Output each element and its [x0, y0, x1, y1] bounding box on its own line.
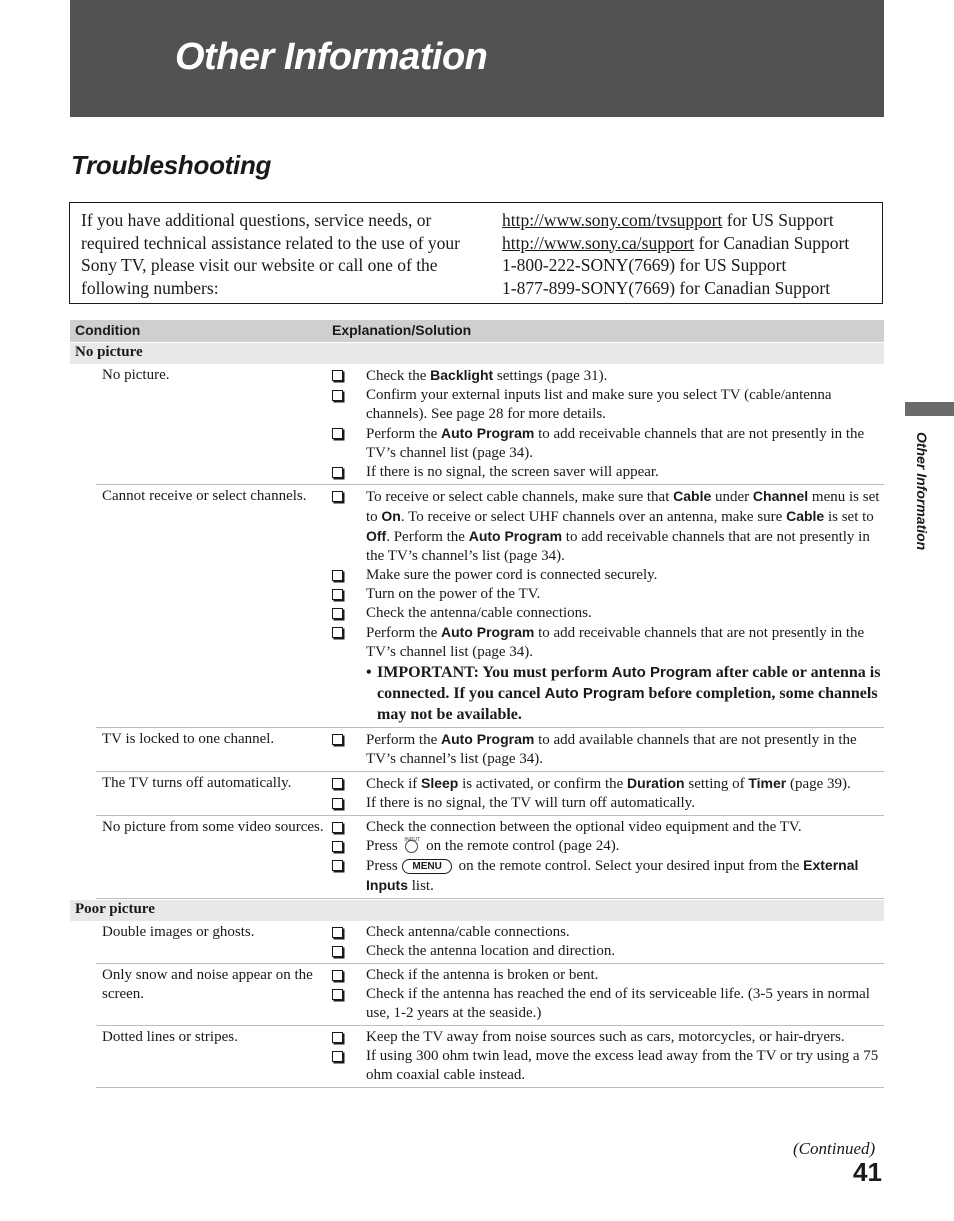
checkbox-icon: [332, 970, 343, 981]
table-row: [96, 772, 884, 816]
solution-item: [332, 774, 884, 794]
support-line-label: for Canadian Support: [694, 232, 850, 253]
condition-cell: Cannot receive or select channels.: [102, 488, 307, 504]
header-band: [70, 0, 884, 117]
support-phone: 1-877-899-SONY(7669) for Canadian Support: [502, 277, 831, 298]
solution-item: [332, 424, 884, 463]
support-box: [69, 202, 883, 304]
column-header-condition: Condition: [75, 322, 141, 338]
solution-text: If using 300 ohm twin lead, move the excess lead away from the TV or try using a 75 ohm coaxial cable instead.: [366, 1048, 879, 1083]
condition-cell: Only snow and noise appear on the screen.: [102, 967, 313, 1002]
solution-text: Perform the Auto Program to add receivable channels that are not presently in the TV’s channel list (page 34).: [366, 425, 865, 461]
solution-cell: [332, 774, 884, 813]
checkbox-icon: [332, 1051, 343, 1062]
column-header-solution: Explanation/Solution: [332, 322, 472, 338]
solution-item: [332, 604, 884, 623]
solution-item: [332, 730, 884, 769]
menu-term: Timer: [748, 775, 787, 791]
solution-item: [332, 856, 884, 896]
solution-text: Perform the Auto Program to add available channels that are not presently in the TV’s channel’s list (page 34).: [366, 731, 857, 767]
solution-item: [332, 923, 884, 942]
category-label: No picture: [75, 344, 143, 360]
category-row: [70, 900, 884, 921]
important-note: • IMPORTANT: You must perform Auto Program after cable or antenna is connected. If you cancel Auto Program before completion, some channels may not be available.: [366, 664, 881, 723]
checkbox-icon: [332, 860, 343, 871]
solution-cell: [332, 366, 884, 482]
category-row: [70, 343, 884, 364]
checkbox-icon: [332, 608, 343, 619]
solution-item: [332, 837, 884, 856]
checkbox-icon: [332, 390, 343, 401]
solution-item: [332, 366, 884, 386]
support-link[interactable]: http://www.sony.ca/support: [502, 232, 695, 253]
checkbox-icon: [332, 778, 343, 789]
checkbox-icon: [332, 428, 343, 439]
checkbox-icon: [332, 570, 343, 581]
solution-text: Check if Sleep is activated, or confirm the Duration setting of Timer (page 39).: [366, 775, 851, 792]
solution-item: [332, 942, 884, 961]
solution-item: [332, 463, 884, 482]
condition-cell: Dotted lines or stripes.: [102, 1029, 238, 1045]
section-title: Troubleshooting: [71, 150, 272, 180]
menu-term: Auto Program: [544, 685, 645, 702]
checkbox-icon: [332, 589, 343, 600]
solution-text: Turn on the power of the TV.: [366, 586, 541, 602]
menu-term: Sleep: [420, 775, 459, 791]
solution-text: To receive or select cable channels, make sure that Cable under Channel menu is set to On. To receive or select UHF channels over an antenna, make sure Cable is set to Off. Perform the Auto Program to add receivable channels that are not presently in the TV’s channel’s list (page 34).: [366, 488, 880, 564]
solution-text: Press MENU on the remote control. Select your desired input from the External Inputs list.: [366, 857, 859, 894]
checkbox-icon: [332, 370, 343, 381]
solution-text: Check if the antenna is broken or bent.: [366, 967, 599, 983]
solution-text: Confirm your external inputs list and make sure you select TV (cable/antenna channels). See page 28 for more details.: [366, 387, 832, 422]
checkbox-icon: [332, 1032, 343, 1043]
solution-cell: [332, 487, 884, 725]
solution-item: [332, 487, 884, 566]
table-row: [96, 364, 884, 485]
solution-text: Check the connection between the optional video equipment and the TV.: [366, 819, 802, 835]
solution-cell: [332, 818, 884, 896]
menu-term: Auto Program: [440, 624, 535, 640]
menu-term: Channel: [752, 488, 809, 504]
solution-text: Keep the TV away from noise sources such as cars, motorcycles, or hair-dryers.: [366, 1029, 845, 1045]
checkbox-icon: [332, 989, 343, 1000]
support-phone: 1-800-222-SONY(7669) for US Support: [502, 255, 787, 276]
menu-term: Auto Program: [468, 528, 563, 544]
page-number: 41: [853, 1157, 882, 1187]
table-row: [96, 1026, 884, 1088]
condition-cell: The TV turns off automatically.: [102, 775, 292, 791]
solution-item: [332, 1028, 884, 1047]
menu-term: Backlight: [430, 367, 494, 383]
table-header: [70, 320, 884, 342]
bullet-icon: •: [366, 664, 372, 681]
checkbox-icon: [332, 467, 343, 478]
table-row: [96, 964, 884, 1026]
solution-cell: [332, 730, 884, 769]
support-intro-text: If you have additional questions, service needs, or required technical assistance related to the use of your Sony TV, please visit our website or call one of the following numbers:: [81, 210, 461, 298]
input-button-caption: INPUT: [404, 837, 421, 843]
solution-text: Make sure the power cord is connected securely.: [366, 567, 658, 583]
checkbox-icon: [332, 627, 343, 638]
solution-text: If there is no signal, the screen saver will appear.: [366, 464, 659, 480]
menu-button-icon: MENU: [402, 859, 451, 874]
continued-label: (Continued): [793, 1139, 876, 1158]
checkbox-icon: [332, 822, 343, 833]
solution-text: Check the antenna/cable connections.: [366, 605, 592, 621]
troubleshooting-table: [70, 320, 884, 1088]
side-tab-marker: [905, 402, 954, 416]
solution-text: Perform the Auto Program to add receivable channels that are not presently in the TV’s channel list (page 34).: [366, 624, 865, 660]
checkbox-icon: [332, 734, 343, 745]
condition-cell: TV is locked to one channel.: [102, 731, 275, 747]
menu-term: Off: [366, 528, 387, 544]
menu-term: Auto Program: [440, 425, 535, 441]
condition-cell: No picture.: [102, 367, 170, 383]
menu-term: Cable: [673, 488, 712, 504]
table-row: [96, 485, 884, 728]
support-link[interactable]: http://www.sony.com/tvsupport: [502, 210, 723, 230]
menu-term: On: [381, 508, 401, 524]
condition-cell: No picture from some video sources.: [102, 819, 324, 835]
solution-text: Check the antenna location and direction.: [366, 943, 616, 959]
table-row: [96, 816, 884, 899]
menu-term: External Inputs: [366, 857, 859, 893]
table-row: [96, 921, 884, 964]
menu-term: Auto Program: [440, 731, 535, 747]
solution-cell: [332, 1028, 884, 1085]
checkbox-icon: [332, 798, 343, 809]
solution-item: [332, 623, 884, 662]
table-body: [70, 343, 884, 1088]
table-row: [96, 728, 884, 772]
support-line-label: for US Support: [722, 210, 834, 230]
side-tab-label: Other Information: [914, 432, 930, 551]
solution-item: [332, 1047, 884, 1085]
menu-term: Auto Program: [611, 664, 712, 681]
solution-text: If there is no signal, the TV will turn off automatically.: [366, 795, 695, 811]
page-title: Other Information: [175, 36, 488, 78]
solution-cell: [332, 966, 884, 1023]
support-line[interactable]: [502, 232, 849, 255]
checkbox-icon: [332, 927, 343, 938]
support-contacts: [502, 209, 849, 299]
solution-item: [332, 386, 884, 424]
menu-term: Duration: [627, 775, 685, 791]
checkbox-icon: [332, 841, 343, 852]
solution-item: [332, 566, 884, 585]
menu-term: Cable: [786, 508, 825, 524]
solution-item: [332, 794, 884, 813]
checkbox-icon: [332, 946, 343, 957]
condition-cell: Double images or ghosts.: [102, 924, 255, 940]
solution-text: Check the Backlight settings (page 31).: [366, 367, 608, 384]
category-label: Poor picture: [75, 901, 155, 917]
solution-text: Check antenna/cable connections.: [366, 924, 570, 940]
input-button-icon: [404, 837, 421, 853]
checkbox-icon: [332, 491, 343, 502]
solution-item: [332, 585, 884, 604]
solution-cell: [332, 923, 884, 961]
solution-item: [332, 985, 884, 1023]
solution-text: Check if the antenna has reached the end of its serviceable life. (3-5 years in normal use, 1-2 years at the seaside.): [366, 986, 870, 1021]
support-line[interactable]: [502, 209, 849, 232]
solution-text: Press INPUT on the remote control (page 24).: [366, 838, 619, 854]
solution-item: [332, 966, 884, 985]
